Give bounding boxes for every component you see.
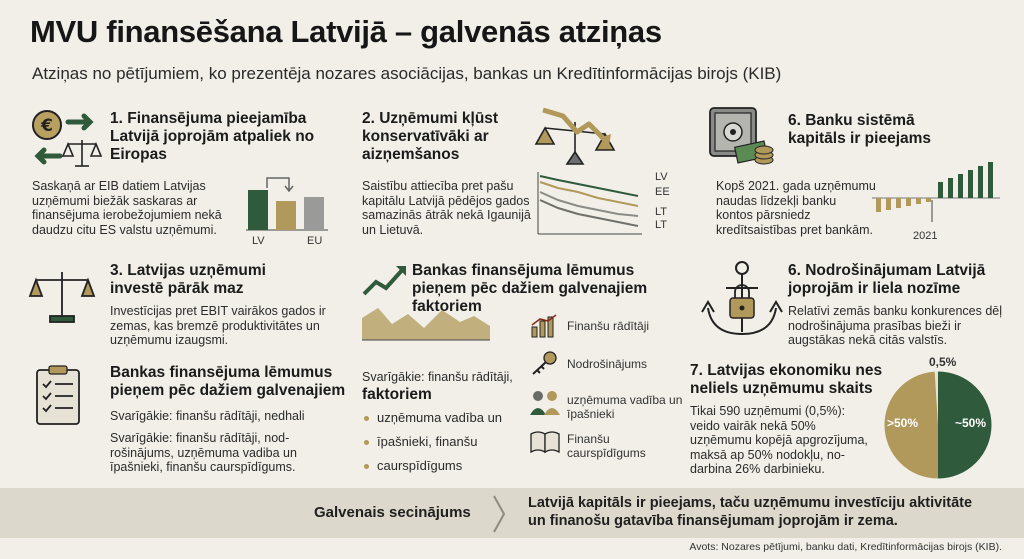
section-3-text: Investīcijas pret EBIT vairākos gados ir zemas, kas bremzē produktivitātes un uzņēmumu izaugsmi. — [110, 304, 326, 347]
line-label-lv: LV — [655, 171, 668, 183]
svg-text:€: € — [41, 116, 53, 136]
section-6b-text: Relatīvi zemās banku konkurences dēļ nodrošinājuma prasības bieži ir augstākas nekā citās valstīs. — [788, 304, 1003, 347]
conclusion-label: Galvenais secinājums — [314, 504, 471, 521]
bar-mid — [276, 201, 296, 230]
safe-money-icon — [706, 104, 776, 172]
year-label: 2021 — [913, 230, 938, 242]
section-5b-bullet-3: caurspīdīgums — [364, 454, 462, 478]
bar-eu — [304, 197, 324, 230]
line-label-ee: EE — [655, 186, 670, 198]
finance-access-bar-chart — [246, 170, 336, 232]
section-2-heading: 2. Uzņēmumi kļūst konservatīvāki ar aizņemšanos — [362, 110, 499, 163]
section-1-text: Saskaņā ar EIB datiem Latvijas uzņēmumi biežāk saskaras ar finansējuma ierobežojumiem nekā daudzu citu ES valstu uzņēmumi. — [32, 179, 222, 237]
checklist-icon — [34, 364, 86, 426]
bar-label-lv: LV — [252, 235, 265, 247]
factor-collateral: Nodrošinājums — [567, 357, 648, 371]
section-6a-heading: 6. Banku sistēmā kapitāls ir pieejams — [788, 112, 932, 147]
section-7-heading: 7. Latvijas ekonomiku nes neliels uzņēmumu skaits — [690, 362, 883, 397]
section-5-text-2: Svarīgākie: finanšu rādītāji, nod-rošinājums, uzņēmuma vadiba un īpašnieki, finanšu caurspīdīgums. — [110, 431, 297, 474]
factor-management: uzņēmuma vadība un īpašnieki — [567, 393, 683, 421]
key-icon — [530, 350, 560, 376]
growth-arrow-icon — [362, 262, 408, 298]
section-5-heading: Bankas finansējuma lēmumus pieņem pēc dažiem galvenajiem — [110, 364, 346, 399]
bar-label-eu: EU — [307, 235, 323, 247]
section-6b-heading: 6. Nodrošinājumam Latvijā joprojām ir liela nozīme — [788, 262, 986, 297]
line-label-lt-2: LT — [655, 219, 668, 231]
section-7-text: Tikai 590 uzņēmumi (0,5%): veido vairāk nekā 50% uzņēmumu kopējā apgrozījuma, maksā ap 50% nodokļu, no-darbina 26% darbinieku. — [690, 404, 868, 476]
section-1-heading: 1. Finansējuma pieejamība Latvijā joprojām atpaliek no Eiropas — [110, 110, 315, 163]
section-3-heading: 3. Latvijas uzņēmumi investē pārāk maz — [110, 262, 266, 297]
page-subtitle: Atziņas no pētījumiem, ko prezentēja nozares asociācijas, bankas un Kredītinformācijas birojs (KIB) — [32, 64, 782, 83]
section-5b-heading: faktoriem — [362, 386, 432, 403]
balance-scale-icon — [30, 268, 96, 324]
open-book-icon — [529, 430, 561, 454]
page-title: MVU finansēšana Latvijā – galvenās atziņas — [30, 14, 662, 49]
financial-metrics-icon — [530, 313, 560, 339]
chevron-right-icon — [491, 494, 507, 534]
debt-equity-line-chart — [538, 170, 648, 236]
owners-icon — [528, 389, 562, 417]
bar-lv — [248, 190, 268, 230]
section-5-text-1: Svarīgākie: finanšu rādītāji, nedhali — [110, 409, 305, 423]
section-5b-lead: Svarīgākie: finanšu rādītāji, — [362, 370, 513, 384]
section-5b-bullet-2: īpašnieki, finanšu — [364, 430, 477, 454]
section-5b-bullet-1: uzņēmuma vadība un — [364, 406, 502, 430]
conclusion-text: Latvijā kapitāls ir pieejams, taču uzņēmumu investīciju aktivitāte un finanošu gatavība finansējumam joprojām ir zema. — [528, 495, 973, 529]
anchor-lock-icon — [698, 258, 786, 344]
pie-label-right: ~50% — [955, 416, 987, 430]
factor-financial-metrics: Finanšu rādītāji — [567, 319, 650, 333]
section-4-heading: Bankas finansējuma lēmumus pieņem pēc dažiem galvenajiem faktoriem — [412, 262, 648, 315]
pie-label-top: 0,5% — [929, 355, 957, 369]
pie-label-left: >50% — [887, 416, 919, 430]
cash-vs-credit-bar-chart — [872, 160, 1002, 230]
section-6a-text: Kopš 2021. gada uzņēmumu naudas līdzekļi banku kontos pārsniedz kredītsaistības pret bankām. — [716, 179, 876, 237]
section-2-text: Saistību attiecība pret pašu kapitālu Latvijā pēdējos gados samazinās ātrāk nekā Igaunijā un Lietuvā. — [362, 179, 531, 237]
scale-decline-icon — [533, 104, 623, 170]
euro-scale-icon — [30, 108, 102, 170]
line-label-lt: LT — [655, 206, 668, 218]
source-note: Avots: Nozares pētījumi, banku dati, Kredītinformācijas birojs (KIB). — [689, 541, 1002, 553]
factor-transparency: Finanšu caurspīdīgums — [567, 432, 646, 460]
area-chart-mini — [362, 300, 492, 344]
